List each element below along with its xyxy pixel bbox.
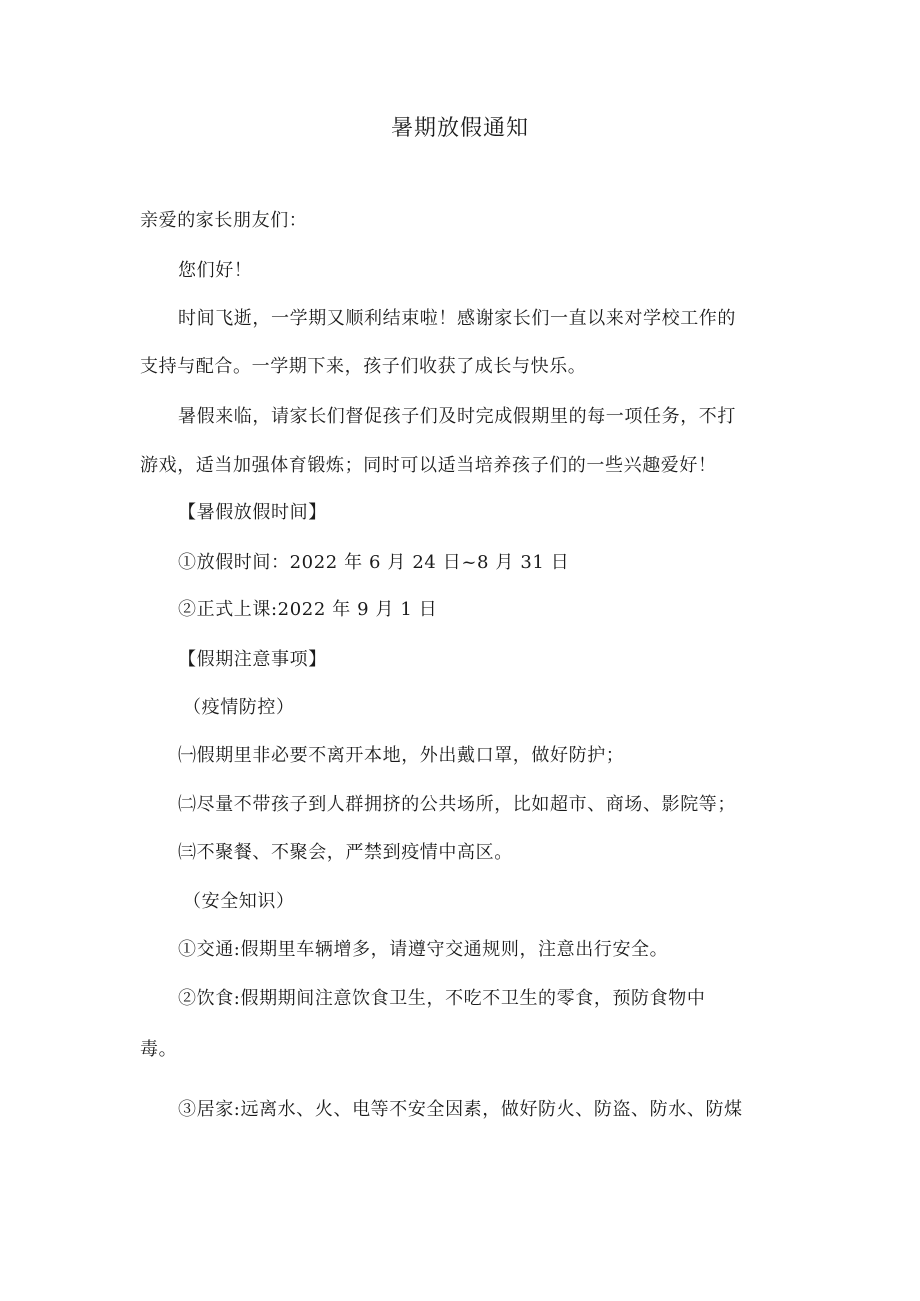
subheading-epidemic: （疫情防控） [183,697,295,718]
safety-item-2-line-2: 毒。 [140,1039,178,1060]
greeting: 您们好！ [178,260,253,281]
safety-item-3-line-1: ③居家:远离水、火、电等不安全因素，做好防火、防盗、防水、防煤 [178,1099,743,1120]
epidemic-item-2: ㈡尽量不带孩子到人群拥挤的公共场所，比如超市、商场、影院等； [178,794,736,815]
safety-item-2-line-1: ②饮食:假期期间注意饮食卫生，不吃不卫生的零食，预防食物中 [178,988,706,1009]
vacation-time-item-1: ①放假时间：2022 年 6 月 24 日~8 月 31 日 [178,552,570,573]
vacation-time-item-2: ②正式上课:2022 年 9 月 1 日 [178,599,438,620]
paragraph-2-line-2: 游戏，适当加强体育锻炼；同时可以适当培养孩子们的一些兴趣爱好！ [140,455,717,476]
section-heading-vacation-time: 【暑假放假时间】 [178,502,327,523]
section-heading-notes: 【假期注意事项】 [178,649,327,670]
paragraph-2-line-1: 暑假来临，请家长们督促孩子们及时完成假期里的每一项任务，不打 [178,406,736,427]
subheading-safety: （安全知识） [183,891,295,912]
safety-item-1: ①交通:假期里车辆增多，请遵守交通规则，注意出行安全。 [178,939,669,960]
epidemic-item-1: ㈠假期里非必要不离开本地，外出戴口罩，做好防护； [178,745,625,766]
epidemic-item-3: ㈢不聚餐、不聚会，严禁到疫情中高区。 [178,842,513,863]
paragraph-1-line-2: 支持与配合。一学期下来，孩子们收获了成长与快乐。 [140,356,587,377]
paragraph-1-line-1: 时间飞逝，一学期又顺利结束啦！感谢家长们一直以来对学校工作的 [178,308,736,329]
salutation: 亲爱的家长朋友们： [140,210,308,231]
document-title: 暑期放假通知 [390,116,529,141]
